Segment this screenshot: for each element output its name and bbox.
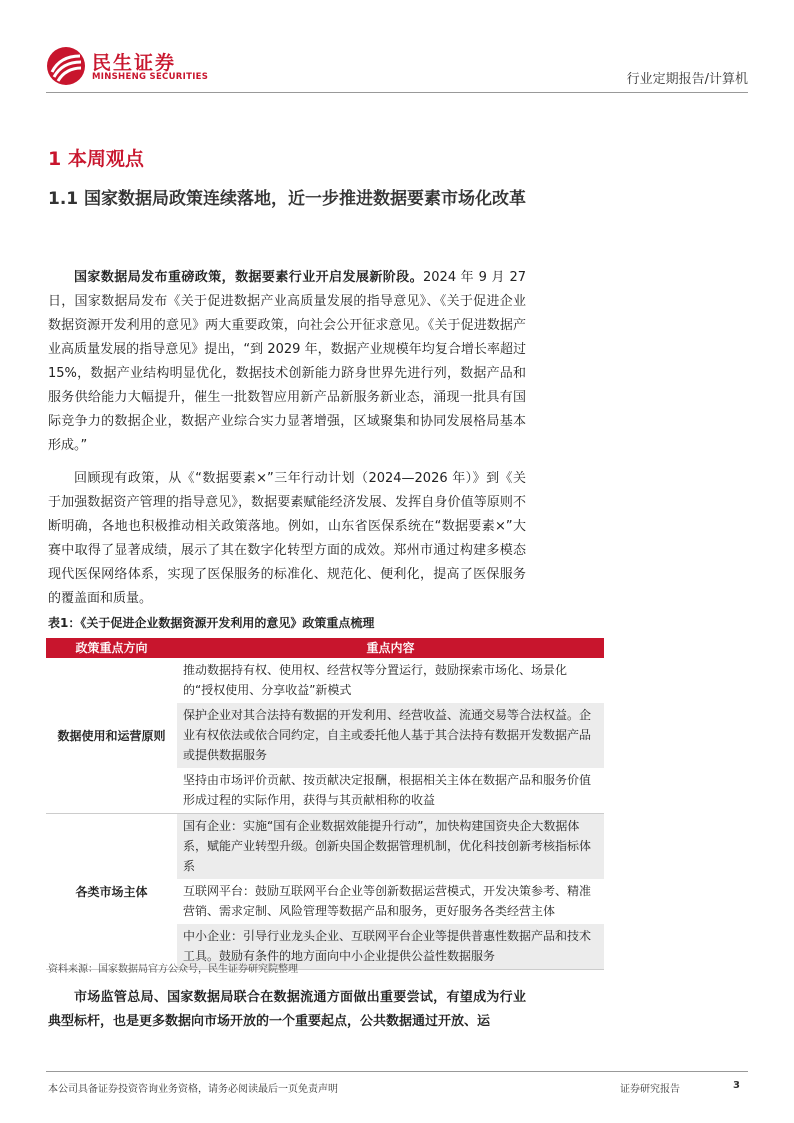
logo-chinese-name: 民生证券 xyxy=(92,52,177,74)
table-group xyxy=(46,814,604,970)
footer-label: 证券研究报告 xyxy=(620,1084,680,1095)
table-header-direction: 政策重点方向 xyxy=(75,641,148,655)
paragraph-text: 2024 年 9 月 27 日，国家数据局发布《关于促进数据产业高质量发展的指导意见》、《关于促进企业数据资源开发利用的意见》两大重要政策，向社会公开征求意见。《关于促进数据产业高质量发展的指导意见》提出，“到 2029 年，数据产业规模年均复合增长率超过 15%，数据产业结构明显优化，数据技术创新能力跻身世界先进行列，数据产品和服务供给能力大幅提升，催生一批数智应用新产品新服务新业态，涌现一批具有国际竞争力的数据企业，数据产业综合实力显著增强，区域聚集和协同发展格局基本形成。” xyxy=(48,270,526,453)
body-paragraph-1 xyxy=(48,266,526,458)
table-row: 中小企业：引导行业龙头企业、互联网平台企业等提供普惠性数据产品和技术工具。鼓励有条件的地方面向中小企业提供公益性数据服务 xyxy=(177,924,604,969)
page-number: 3 xyxy=(733,1080,740,1091)
header-divider xyxy=(46,92,748,93)
table-header-content: 重点内容 xyxy=(366,641,415,655)
table-row: 推动数据持有权、使用权、经营权等分置运行，鼓励探索市场化、场景化的“授权使用、分享收益”新模式 xyxy=(183,663,568,697)
table-row: 国有企业：实施“国有企业数据效能提升行动”，加快构建国资央企大数据体系，赋能产业转型升级。创新央国企数据管理机制，优化科技创新考核指标体系 xyxy=(177,814,604,879)
page-header xyxy=(46,44,748,92)
table-header xyxy=(46,638,604,658)
table-source: 资料来源：国家数据局官方公众号，民生证券研究院整理 xyxy=(48,964,298,975)
table-group xyxy=(46,658,604,814)
logo-english-name: MINSHENG SECURITIES xyxy=(92,72,209,82)
company-logo xyxy=(46,44,246,90)
table-group-label: 各类市场主体 xyxy=(75,885,148,899)
paragraph-text: 回顾现有政策，从《“数据要素×”三年行动计划（2024—2026 年）》到《关于加强数据资产管理的指导意见》，数据要素赋能经济发展、发挥自身价值等原则不断明确，各地也积极推动相关政策落地。例如，山东省医保系统在“数据要素×”大赛中取得了显著成绩，展示了其在数字化转型方面的成效。郑州市通过构建多模态现代医保网络体系，实现了医保服务的标准化、规范化、便利化，提高了医保服务的覆盖面和质量。 xyxy=(48,471,526,606)
minsheng-logo-icon xyxy=(46,46,86,86)
table-row: 保护企业对其合法持有数据的开发利用、经营收益、流通交易等合法权益。企业有权依法或依合同约定，自主或委托他人基于其合法持有数据开发数据产品或提供数据服务 xyxy=(177,703,604,768)
footer-disclaimer: 本公司具备证券投资咨询业务资格，请务必阅读最后一页免责声明 xyxy=(48,1084,338,1095)
report-type: 行业定期报告/计算机 xyxy=(626,72,748,87)
body-paragraph-2 xyxy=(48,467,526,611)
policy-table xyxy=(46,638,604,970)
body-paragraph-3: 市场监管总局、国家数据局联合在数据流通方面做出重要尝试，有望成为行业典型标杆，也是更多数据向市场开放的一个重要起点，公共数据通过开放、运 xyxy=(48,990,526,1029)
section-heading: 1 本周观点 xyxy=(48,148,144,170)
paragraph-lead: 国家数据局发布重磅政策，数据要素行业开启发展新阶段。 xyxy=(74,270,424,285)
subsection-heading: 1.1 国家数据局政策连续落地，近一步推进数据要素市场化改革 xyxy=(48,189,527,209)
table-caption: 表1：《关于促进企业数据资源开发利用的意见》政策重点梳理 xyxy=(48,616,375,630)
footer-divider xyxy=(46,1071,748,1072)
table-row: 坚持由市场评价贡献、按贡献决定报酬，根据相关主体在数据产品和服务价值形成过程的实际作用，获得与其贡献相称的收益 xyxy=(183,773,592,807)
table-row: 互联网平台：鼓励互联网平台企业等创新数据运营模式，开发决策参考、精准营销、需求定制、风险管理等数据产品和服务，更好服务各类经营主体 xyxy=(183,884,592,918)
table-group-label: 数据使用和运营原则 xyxy=(57,729,166,743)
